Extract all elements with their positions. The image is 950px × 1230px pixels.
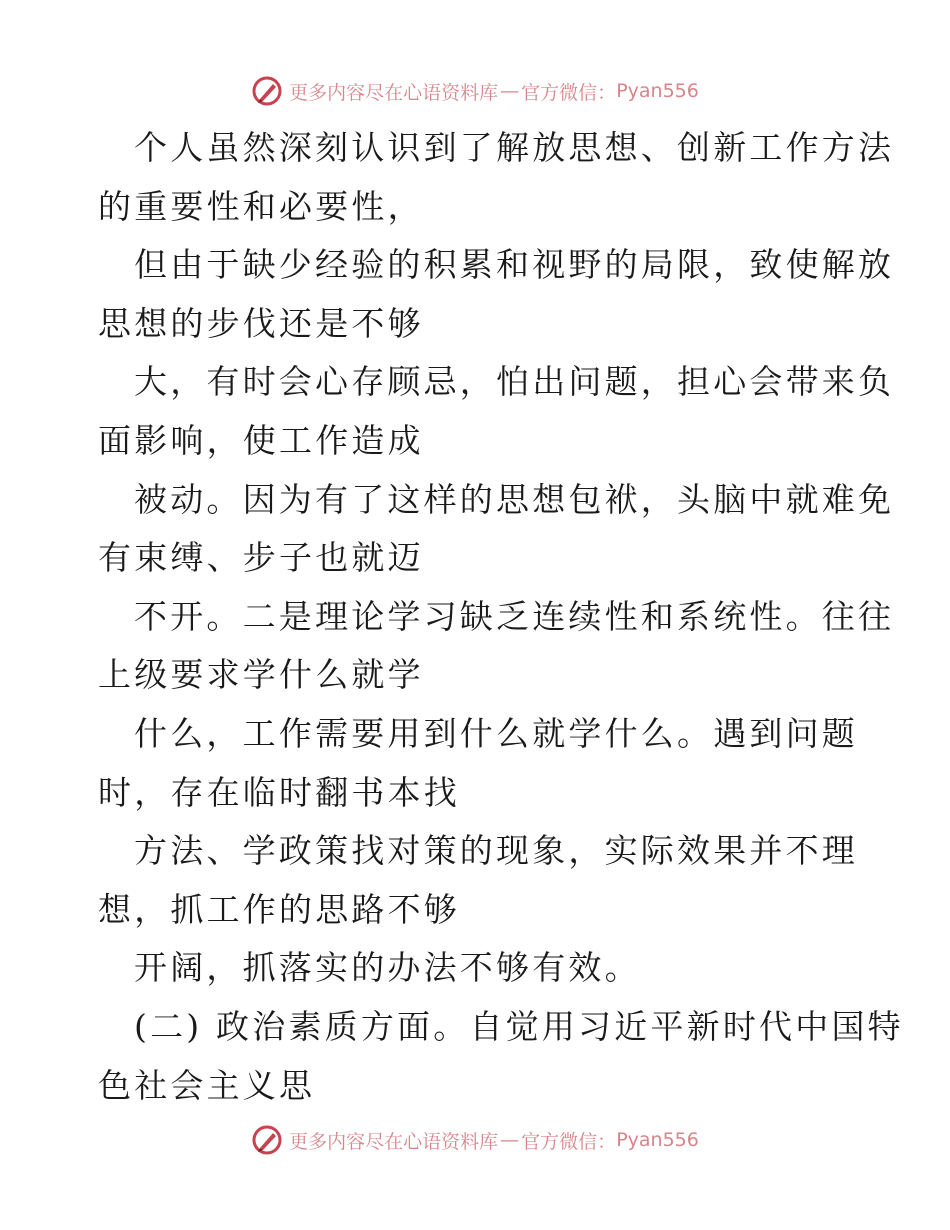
text-line: 色社会主义思 xyxy=(98,1065,316,1105)
text-line: 上级要求学什么就学 xyxy=(98,655,424,695)
watermark-official: 官方微信： xyxy=(521,81,617,104)
watermark-text: 更多内容尽在心语资料库 xyxy=(289,1130,499,1153)
watermark-id: Pyan556 xyxy=(616,1129,699,1151)
pen-logo-icon xyxy=(251,1124,283,1156)
text-line: 不开。二是理论学习缺乏连续性和系统性。往往 xyxy=(134,596,895,636)
document-body xyxy=(98,119,904,1115)
text-line: 想，抓工作的思路不够 xyxy=(98,889,460,929)
text-line: 被动。因为有了这样的思想包袱，头脑中就难免 xyxy=(134,479,895,519)
text-line: 时，存在临时翻书本找 xyxy=(98,772,460,812)
watermark-text: 更多内容尽在心语资料库 xyxy=(289,81,499,104)
watermark-separator: — xyxy=(500,80,520,102)
text-line: 的重要性和必要性， xyxy=(98,186,424,226)
header-watermark xyxy=(0,71,950,111)
text-line: 面影响，使工作造成 xyxy=(98,420,424,460)
text-line: 什么，工作需要用到什么就学什么。遇到问题 xyxy=(134,713,858,753)
watermark-id: Pyan556 xyxy=(616,80,699,102)
watermark-official: 官方微信： xyxy=(521,1130,617,1153)
watermark-separator: — xyxy=(500,1129,520,1151)
text-line: 方法、学政策找对策的现象，实际效果并不理 xyxy=(134,831,858,871)
text-line: 大，有时会心存顾忌，怕出问题，担心会带来负 xyxy=(134,362,895,402)
text-line: 个人虽然深刻认识到了解放思想、创新工作方法 xyxy=(134,128,895,167)
section-heading-line: (二) 政治素质方面。自觉用习近平新时代中国特 xyxy=(134,1006,904,1046)
text-line: 思想的步伐还是不够 xyxy=(98,303,424,343)
text-line: 有束缚、步子也就迈 xyxy=(98,538,424,578)
text-line: 开阔，抓落实的办法不够有效。 xyxy=(134,948,641,988)
footer-watermark xyxy=(0,1120,950,1160)
pen-logo-icon xyxy=(251,75,283,107)
text-line: 但由于缺少经验的积累和视野的局限，致使解放 xyxy=(134,245,895,285)
